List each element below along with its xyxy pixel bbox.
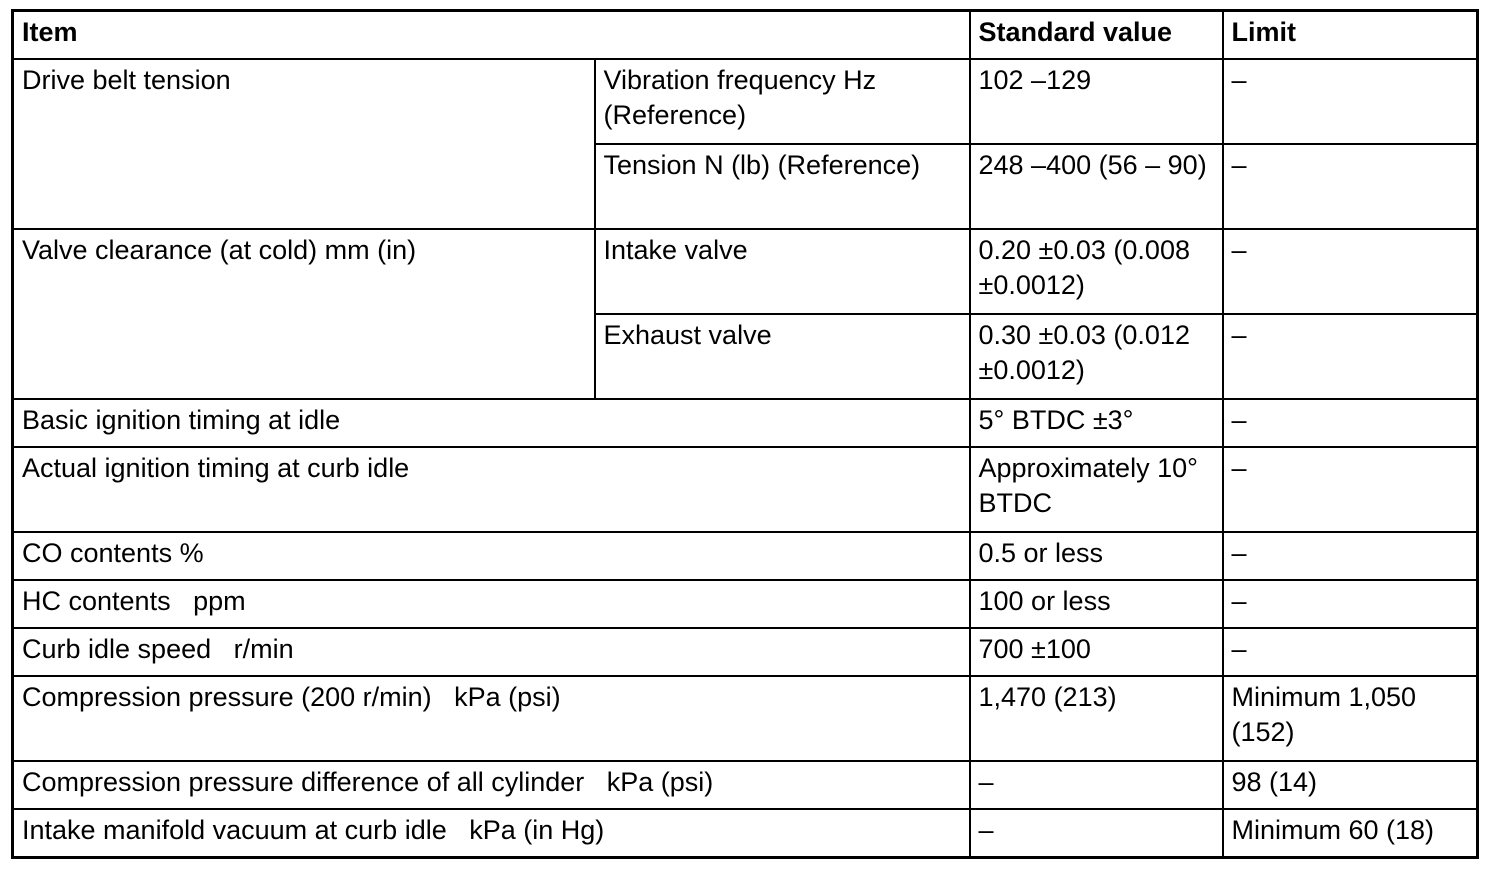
item-cell: Compression pressure (200 r/min) kPa (psi) [13,676,970,761]
item-cell: Actual ignition timing at curb idle [13,447,970,532]
item-cell: Intake manifold vacuum at curb idle kPa (in Hg) [13,809,970,858]
standard-value-cell: 0.20 ±0.03 (0.008 ±0.0012) [970,229,1223,314]
limit-cell: – [1223,399,1478,447]
standard-value-cell: – [970,809,1223,858]
sub-item-cell: Tension N (lb) (Reference) [595,144,970,229]
limit-cell: – [1223,314,1478,399]
limit-cell: – [1223,532,1478,580]
limit-cell: – [1223,229,1478,314]
sub-item-cell: Intake valve [595,229,970,314]
table-row [13,59,1478,144]
limit-cell: Minimum 60 (18) [1223,809,1478,858]
table-row [13,447,1478,532]
item-cell: Drive belt tension [13,59,595,229]
standard-value-cell: 0.30 ±0.03 (0.012 ±0.0012) [970,314,1223,399]
header-standard-value: Standard value [970,11,1223,60]
limit-cell: – [1223,580,1478,628]
standard-value-cell: 0.5 or less [970,532,1223,580]
standard-value-cell: 5° BTDC ±3° [970,399,1223,447]
table-row [13,761,1478,809]
standard-value-cell: 248 –400 (56 – 90) [970,144,1223,229]
standard-value-cell: 1,470 (213) [970,676,1223,761]
limit-cell: Minimum 1,050 (152) [1223,676,1478,761]
item-cell: Valve clearance (at cold) mm (in) [13,229,595,399]
table-row [13,532,1478,580]
sub-item-cell: Exhaust valve [595,314,970,399]
limit-cell: – [1223,447,1478,532]
standard-value-cell: 102 –129 [970,59,1223,144]
limit-cell: 98 (14) [1223,761,1478,809]
item-cell: CO contents % [13,532,970,580]
header-item: Item [13,11,970,60]
item-cell: Compression pressure difference of all cylinder kPa (psi) [13,761,970,809]
item-cell: HC contents ppm [13,580,970,628]
standard-value-cell: Approximately 10° BTDC [970,447,1223,532]
header-limit: Limit [1223,11,1478,60]
limit-cell: – [1223,144,1478,229]
specification-table [11,9,1479,859]
limit-cell: – [1223,59,1478,144]
table-row [13,399,1478,447]
standard-value-cell: 700 ±100 [970,628,1223,676]
table-row [13,628,1478,676]
standard-value-cell: 100 or less [970,580,1223,628]
limit-cell: – [1223,628,1478,676]
table-row [13,676,1478,761]
item-cell: Basic ignition timing at idle [13,399,970,447]
header-row [13,11,1478,60]
standard-value-cell: – [970,761,1223,809]
table-row [13,229,1478,314]
sub-item-cell: Vibration frequency Hz (Reference) [595,59,970,144]
item-cell: Curb idle speed r/min [13,628,970,676]
table-row [13,809,1478,858]
table-row [13,580,1478,628]
